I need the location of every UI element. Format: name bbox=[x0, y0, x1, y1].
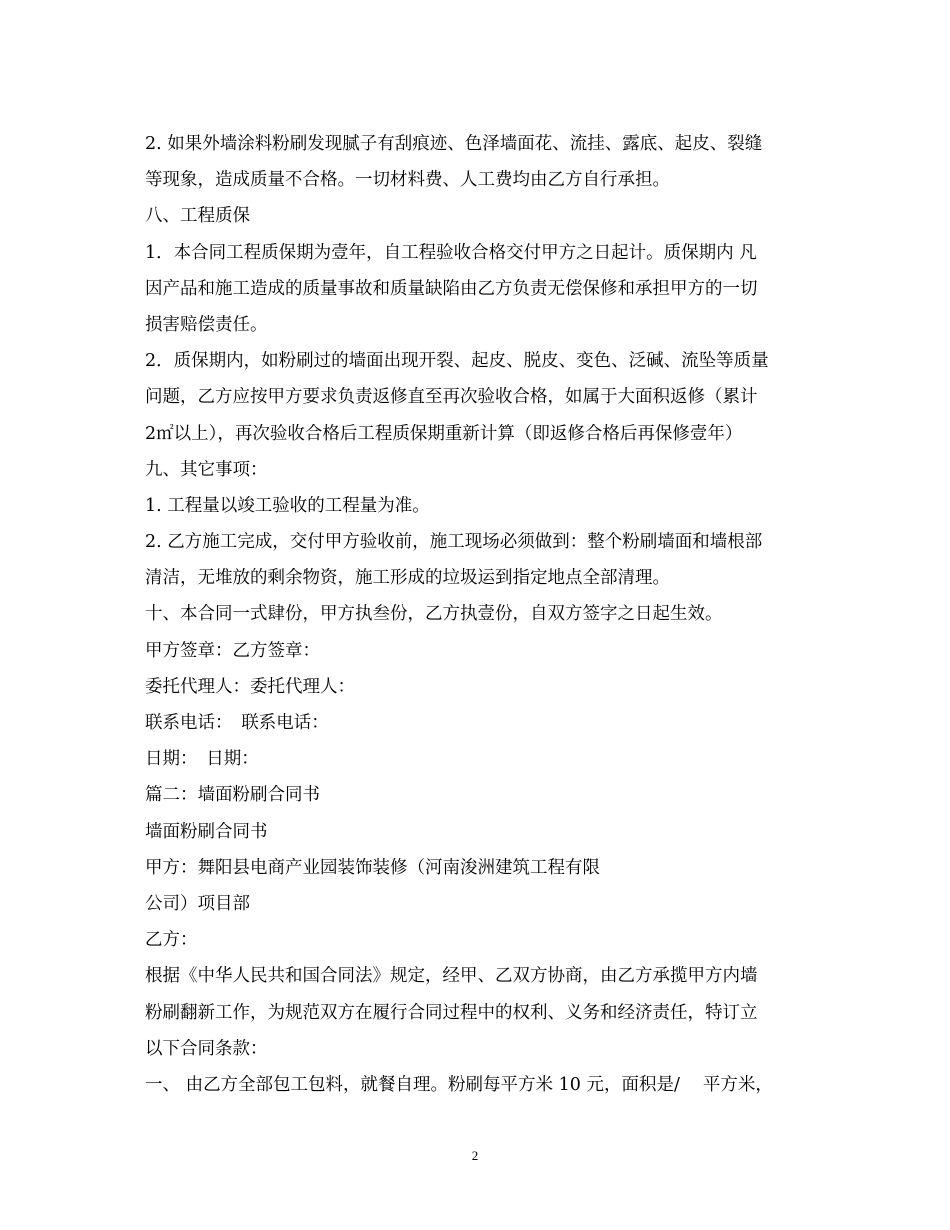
paragraph-line: 2. 如果外墙涂料粉刷发现腻子有刮痕迹、色泽墙面花、流挂、露底、起皮、裂缝 bbox=[145, 134, 763, 154]
signature-line: 委托代理人：委托代理人： bbox=[145, 676, 355, 697]
section-heading: 十、本合同一式肆份，甲方执叁份，乙方执壹份，自双方签字之日起生效。 bbox=[145, 604, 723, 625]
signature-line: 甲方签章：乙方签章： bbox=[145, 640, 320, 661]
paragraph-line: 1．本合同工程质保期为壹年，自工程验收合格交付甲方之日起计。质保期内 凡 bbox=[145, 242, 757, 263]
party-line: 乙方： bbox=[145, 930, 198, 951]
paragraph-line: 2．质保期内，如粉刷过的墙面出现开裂、起皮、脱皮、变色、泛碱、流坠等质量 bbox=[145, 351, 769, 372]
page-number: 2 bbox=[471, 1148, 479, 1163]
signature-line: 日期： 日期： bbox=[145, 749, 259, 770]
signature-line: 联系电话： 联系电话： bbox=[145, 713, 329, 733]
paragraph-line: 等现象，造成质量不合格。一切材料费、人工费均由乙方自行承担。 bbox=[145, 170, 670, 191]
paragraph-line: 2㎡以上），再次验收合格后工程质保期重新计算（即返修合格后再保修壹年） bbox=[145, 423, 743, 444]
section-heading: 八、工程质保 bbox=[145, 206, 250, 227]
party-line: 公司）项目部 bbox=[145, 893, 250, 914]
paragraph-line: 问题，乙方应按甲方要求负责返修直至再次验收合格，如属于大面积返修（累计 bbox=[145, 387, 758, 408]
paragraph-line: 1. 工程量以竣工验收的工程量为准。 bbox=[145, 495, 430, 516]
paragraph-line: 粉刷翻新工作，为规范双方在履行合同过程中的权利、义务和经济责任，特订立 bbox=[145, 1002, 758, 1023]
paragraph-line: 损害赔偿责任。 bbox=[145, 314, 268, 335]
section-heading: 篇二：墙面粉刷合同书 bbox=[145, 785, 320, 806]
paragraph-line: 因产品和施工造成的质量事故和质量缺陷由乙方负责无偿保修和承担甲方的一切 bbox=[145, 278, 758, 299]
document-body bbox=[145, 126, 825, 1103]
paragraph-line: 2. 乙方施工完成，交付甲方验收前，施工现场必须做到：整个粉刷墙面和墙根部 bbox=[145, 532, 763, 553]
paragraph-line: 清洁，无堆放的剩余物资，施工形成的垃圾运到指定地点全部清理。 bbox=[145, 568, 670, 589]
party-line: 甲方：舞阳县电商产业园装饰装修（河南浚洲建筑工程有限 bbox=[145, 857, 600, 878]
paragraph-line: 以下合同条款： bbox=[145, 1038, 268, 1059]
document-title: 墙面粉刷合同书 bbox=[145, 821, 268, 842]
paragraph-line: 一、 由乙方全部包工包料，就餐自理。粉刷每平方米 10 元，面积是/ 平方米， bbox=[145, 1074, 773, 1095]
section-heading: 九、其它事项： bbox=[145, 459, 268, 480]
paragraph-line: 根据《中华人民共和国合同法》规定，经甲、乙双方协商，由乙方承揽甲方内墙 bbox=[145, 966, 758, 987]
